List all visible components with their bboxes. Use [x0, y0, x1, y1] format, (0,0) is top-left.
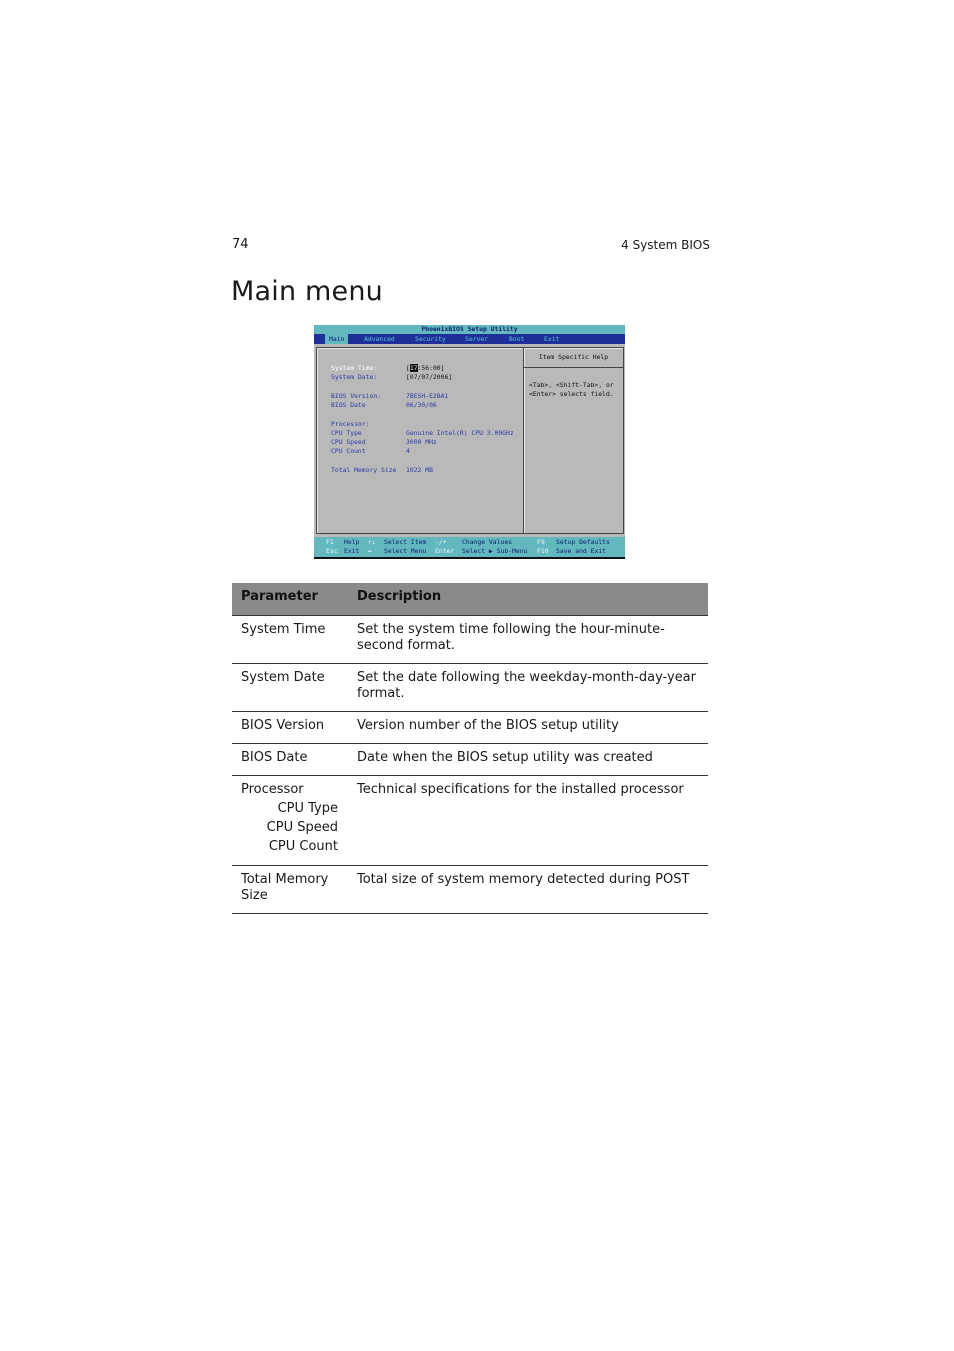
bios-key-f10: F10 — [537, 547, 549, 555]
bios-cpu-speed-label: CPU Speed — [331, 438, 366, 446]
bios-key-f1: F1 — [326, 538, 334, 546]
bios-screenshot — [314, 325, 625, 559]
bios-tab-boot[interactable]: Boot — [509, 335, 525, 343]
row-subparameter: CPU Count — [268, 839, 338, 854]
page-title: Main menu — [231, 276, 383, 307]
bios-key-leftright-desc: Select Menu — [384, 547, 427, 555]
bios-footer — [314, 537, 625, 557]
bios-key-plusminus: -/+ — [435, 538, 447, 546]
bios-main-panel — [316, 347, 524, 534]
bios-key-enter-desc: Select ▶ Sub-Menu — [462, 547, 528, 555]
bios-tab-main[interactable]: Main — [325, 334, 348, 344]
bios-key-updown: ↑↓ — [368, 538, 376, 546]
bios-total-memory-value: 1022 MB — [406, 466, 433, 474]
row-subparameter: CPU Speed — [266, 820, 338, 835]
bios-key-esc-desc: Exit — [344, 547, 360, 555]
row-description: Total size of system memory detected during POST — [357, 872, 690, 887]
row-parameter: System Date — [241, 670, 325, 685]
bios-key-updown-desc: Select Item — [384, 538, 427, 546]
bios-tab-server[interactable]: Server — [465, 335, 489, 343]
table-header — [232, 583, 708, 616]
bios-version-label: BIOS Version: — [331, 392, 382, 400]
header-description: Description — [357, 589, 442, 604]
row-description: Set the date following the weekday-month-day-year format. — [357, 670, 696, 701]
table-row — [232, 712, 708, 744]
bios-version-value: 7BESH-E2BA1 — [406, 392, 449, 400]
row-parameter: Processor — [241, 782, 304, 797]
bios-title-bar: PhoenixBIOS Setup Utility — [314, 325, 625, 334]
bios-date-label: BIOS Date — [331, 401, 366, 409]
bios-system-date-value[interactable]: [07/07/2006] — [406, 373, 453, 381]
page-number: 74 — [232, 237, 249, 252]
bios-key-f9-desc: Setup Defaults — [556, 538, 610, 546]
row-description: Version number of the BIOS setup utility — [357, 718, 619, 733]
bios-key-leftright: ↔ — [368, 547, 372, 555]
bios-key-f9: F9 — [537, 538, 545, 546]
bios-cpu-count-label: CPU Count — [331, 447, 366, 455]
table-row — [232, 664, 708, 712]
bios-system-time-value[interactable]: [17:56:00] — [406, 364, 445, 372]
bios-total-memory-label: Total Memory Size — [331, 466, 397, 474]
bios-processor-label: Processor: — [331, 420, 370, 428]
bios-help-panel — [523, 347, 624, 534]
table-row — [232, 776, 708, 866]
bios-help-text: <Tab>, <Shift-Tab>, or <Enter> selects field. — [529, 381, 614, 398]
bios-cpu-type-label: CPU Type — [331, 429, 362, 437]
row-description: Technical specifications for the installed processor — [357, 782, 684, 797]
row-parameter: BIOS Date — [241, 750, 308, 765]
bios-menu-bar — [314, 334, 625, 344]
table-row — [232, 616, 708, 664]
row-parameter: System Time — [241, 622, 326, 637]
bios-cpu-speed-value: 3000 MHz — [406, 438, 437, 446]
bios-cpu-type-value: Genuine Intel(R) CPU 3.00GHz — [406, 429, 514, 437]
bios-date-value: 06/30/06 — [406, 401, 437, 409]
table-row — [232, 744, 708, 776]
bios-key-f10-desc: Save and Exit — [556, 547, 607, 555]
row-parameter: BIOS Version — [241, 718, 325, 733]
row-subparameter: CPU Type — [277, 801, 338, 816]
bios-tab-security[interactable]: Security — [415, 335, 446, 343]
chapter-title: 4 System BIOS — [621, 238, 710, 252]
bios-key-enter: Enter — [435, 547, 455, 555]
bios-tab-exit[interactable]: Exit — [544, 335, 560, 343]
row-description: Set the system time following the hour-minute-second format. — [357, 622, 665, 653]
bios-system-time-label[interactable]: System Time: — [331, 364, 378, 372]
bios-key-esc: Esc — [326, 547, 338, 555]
bios-cpu-count-value: 4 — [406, 447, 410, 455]
row-description: Date when the BIOS setup utility was created — [357, 750, 653, 765]
bios-key-plusminus-desc: Change Values — [462, 538, 513, 546]
bios-system-date-label[interactable]: System Date: — [331, 373, 378, 381]
bios-cursor: 17 — [409, 364, 418, 372]
header-parameter: Parameter — [241, 589, 318, 604]
bios-key-f1-desc: Help — [344, 538, 360, 546]
table-row — [232, 866, 708, 914]
bios-bottom-border — [314, 557, 625, 559]
bios-help-title: Item Specific Help — [524, 348, 623, 368]
bios-tab-advanced[interactable]: Advanced — [364, 335, 395, 343]
row-parameter: Total Memory Size — [241, 872, 329, 903]
